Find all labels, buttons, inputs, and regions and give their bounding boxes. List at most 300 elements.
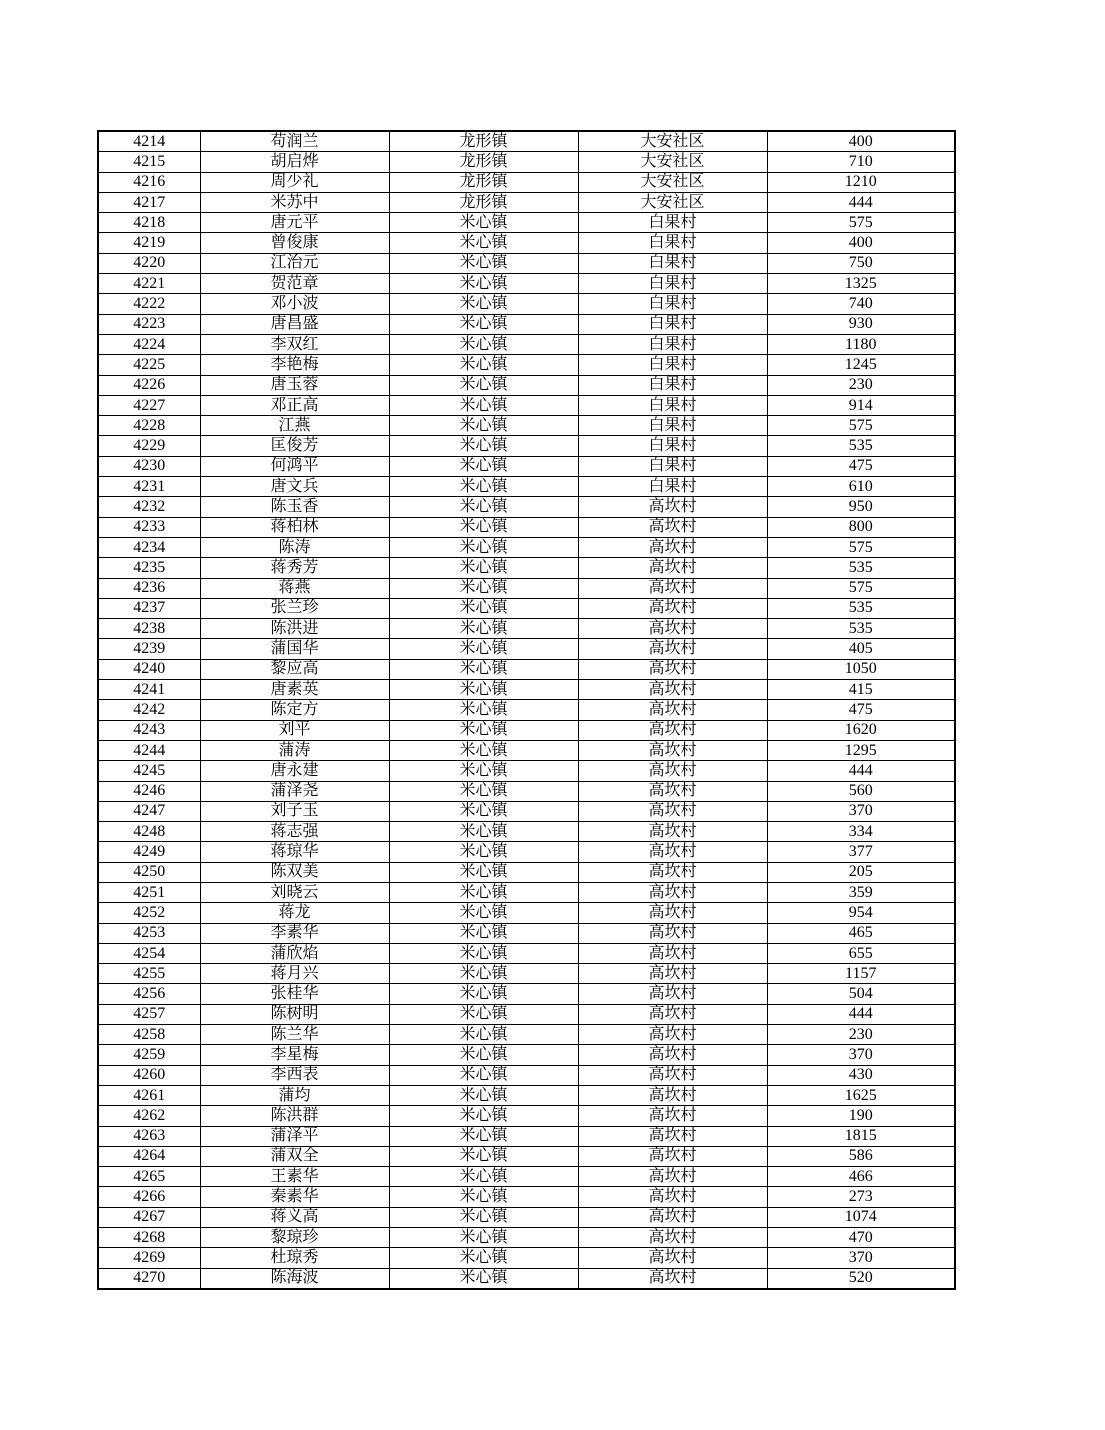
- village-cell: 高坎村: [578, 842, 767, 862]
- village-cell: 高坎村: [578, 1207, 767, 1227]
- row-number-cell: 4269: [98, 1248, 200, 1268]
- village-cell: 高坎村: [578, 497, 767, 517]
- amount-cell: 230: [767, 375, 955, 395]
- town-cell: 米心镇: [389, 984, 578, 1004]
- town-cell: 米心镇: [389, 964, 578, 984]
- town-cell: 米心镇: [389, 1207, 578, 1227]
- amount-cell: 1157: [767, 964, 955, 984]
- name-cell: 陈树明: [200, 1004, 389, 1024]
- town-cell: 米心镇: [389, 619, 578, 639]
- name-cell: 李双红: [200, 334, 389, 354]
- table-row: [98, 822, 955, 842]
- row-number-cell: 4249: [98, 842, 200, 862]
- table-row: [98, 882, 955, 902]
- table-row: [98, 274, 955, 294]
- amount-cell: 1074: [767, 1207, 955, 1227]
- row-number-cell: 4214: [98, 131, 200, 152]
- name-cell: 江治元: [200, 253, 389, 273]
- town-cell: 米心镇: [389, 477, 578, 497]
- village-cell: 白果村: [578, 294, 767, 314]
- name-cell: 陈双美: [200, 862, 389, 882]
- village-cell: 大安社区: [578, 152, 767, 172]
- amount-cell: 430: [767, 1065, 955, 1085]
- table-row: [98, 1167, 955, 1187]
- village-cell: 白果村: [578, 314, 767, 334]
- row-number-cell: 4221: [98, 274, 200, 294]
- village-cell: 高坎村: [578, 882, 767, 902]
- table-row: [98, 761, 955, 781]
- name-cell: 唐文兵: [200, 477, 389, 497]
- village-cell: 高坎村: [578, 1187, 767, 1207]
- name-cell: 唐玉蓉: [200, 375, 389, 395]
- row-number-cell: 4264: [98, 1146, 200, 1166]
- amount-cell: 444: [767, 761, 955, 781]
- row-number-cell: 4246: [98, 781, 200, 801]
- town-cell: 米心镇: [389, 1025, 578, 1045]
- name-cell: 张桂华: [200, 984, 389, 1004]
- table-row: [98, 781, 955, 801]
- town-cell: 米心镇: [389, 416, 578, 436]
- village-cell: 白果村: [578, 477, 767, 497]
- table-row: [98, 213, 955, 233]
- village-cell: 高坎村: [578, 639, 767, 659]
- table-row: [98, 1045, 955, 1065]
- name-cell: 唐昌盛: [200, 314, 389, 334]
- town-cell: 米心镇: [389, 720, 578, 740]
- town-cell: 米心镇: [389, 903, 578, 923]
- amount-cell: 1210: [767, 172, 955, 192]
- table-row: [98, 152, 955, 172]
- name-cell: 贺范章: [200, 274, 389, 294]
- row-number-cell: 4254: [98, 943, 200, 963]
- amount-cell: 444: [767, 192, 955, 212]
- amount-cell: 535: [767, 598, 955, 618]
- row-number-cell: 4270: [98, 1268, 200, 1289]
- table-row: [98, 1248, 955, 1268]
- amount-cell: 370: [767, 801, 955, 821]
- village-cell: 白果村: [578, 416, 767, 436]
- row-number-cell: 4224: [98, 334, 200, 354]
- village-cell: 高坎村: [578, 700, 767, 720]
- town-cell: 龙形镇: [389, 152, 578, 172]
- name-cell: 李星梅: [200, 1045, 389, 1065]
- village-cell: 高坎村: [578, 558, 767, 578]
- table-row: [98, 131, 955, 152]
- table-row: [98, 477, 955, 497]
- row-number-cell: 4255: [98, 964, 200, 984]
- name-cell: 蒋柏林: [200, 517, 389, 537]
- row-number-cell: 4252: [98, 903, 200, 923]
- amount-cell: 950: [767, 497, 955, 517]
- town-cell: 米心镇: [389, 943, 578, 963]
- village-cell: 白果村: [578, 274, 767, 294]
- table-row: [98, 842, 955, 862]
- amount-cell: 1620: [767, 720, 955, 740]
- amount-cell: 535: [767, 619, 955, 639]
- table-row: [98, 294, 955, 314]
- row-number-cell: 4235: [98, 558, 200, 578]
- town-cell: 米心镇: [389, 1167, 578, 1187]
- village-cell: 白果村: [578, 355, 767, 375]
- village-cell: 大安社区: [578, 192, 767, 212]
- amount-cell: 914: [767, 395, 955, 415]
- amount-cell: 655: [767, 943, 955, 963]
- row-number-cell: 4227: [98, 395, 200, 415]
- town-cell: 米心镇: [389, 842, 578, 862]
- town-cell: 米心镇: [389, 395, 578, 415]
- table-body: [98, 131, 955, 1289]
- town-cell: 米心镇: [389, 639, 578, 659]
- village-cell: 高坎村: [578, 1268, 767, 1289]
- town-cell: 米心镇: [389, 1268, 578, 1289]
- amount-cell: 273: [767, 1187, 955, 1207]
- amount-cell: 415: [767, 680, 955, 700]
- amount-cell: 470: [767, 1228, 955, 1248]
- town-cell: 米心镇: [389, 1146, 578, 1166]
- row-number-cell: 4268: [98, 1228, 200, 1248]
- name-cell: 陈兰华: [200, 1025, 389, 1045]
- row-number-cell: 4230: [98, 456, 200, 476]
- row-number-cell: 4250: [98, 862, 200, 882]
- table-row: [98, 1106, 955, 1126]
- row-number-cell: 4239: [98, 639, 200, 659]
- village-cell: 大安社区: [578, 172, 767, 192]
- amount-cell: 535: [767, 558, 955, 578]
- name-cell: 王素华: [200, 1167, 389, 1187]
- village-cell: 白果村: [578, 395, 767, 415]
- town-cell: 米心镇: [389, 1045, 578, 1065]
- table-row: [98, 903, 955, 923]
- amount-cell: 575: [767, 537, 955, 557]
- table-row: [98, 598, 955, 618]
- town-cell: 米心镇: [389, 537, 578, 557]
- amount-cell: 444: [767, 1004, 955, 1024]
- town-cell: 米心镇: [389, 578, 578, 598]
- table-row: [98, 517, 955, 537]
- table-row: [98, 314, 955, 334]
- village-cell: 高坎村: [578, 578, 767, 598]
- amount-cell: 466: [767, 1167, 955, 1187]
- name-cell: 何鸿平: [200, 456, 389, 476]
- amount-cell: 190: [767, 1106, 955, 1126]
- village-cell: 高坎村: [578, 598, 767, 618]
- name-cell: 唐元平: [200, 213, 389, 233]
- name-cell: 陈玉香: [200, 497, 389, 517]
- name-cell: 苟润兰: [200, 131, 389, 152]
- village-cell: 高坎村: [578, 1004, 767, 1024]
- row-number-cell: 4218: [98, 213, 200, 233]
- town-cell: 龙形镇: [389, 131, 578, 152]
- amount-cell: 465: [767, 923, 955, 943]
- amount-cell: 1325: [767, 274, 955, 294]
- amount-cell: 359: [767, 882, 955, 902]
- town-cell: 龙形镇: [389, 192, 578, 212]
- town-cell: 米心镇: [389, 294, 578, 314]
- row-number-cell: 4251: [98, 882, 200, 902]
- amount-cell: 520: [767, 1268, 955, 1289]
- name-cell: 蒲泽尧: [200, 781, 389, 801]
- table-row: [98, 497, 955, 517]
- town-cell: 米心镇: [389, 761, 578, 781]
- name-cell: 张兰珍: [200, 598, 389, 618]
- table-row: [98, 1004, 955, 1024]
- row-number-cell: 4236: [98, 578, 200, 598]
- town-cell: 米心镇: [389, 233, 578, 253]
- town-cell: 米心镇: [389, 497, 578, 517]
- name-cell: 蒋义高: [200, 1207, 389, 1227]
- village-cell: 高坎村: [578, 1126, 767, 1146]
- town-cell: 米心镇: [389, 334, 578, 354]
- village-cell: 高坎村: [578, 943, 767, 963]
- amount-cell: 535: [767, 436, 955, 456]
- row-number-cell: 4215: [98, 152, 200, 172]
- village-cell: 高坎村: [578, 720, 767, 740]
- name-cell: 江燕: [200, 416, 389, 436]
- name-cell: 蒋月兴: [200, 964, 389, 984]
- row-number-cell: 4220: [98, 253, 200, 273]
- row-number-cell: 4247: [98, 801, 200, 821]
- amount-cell: 710: [767, 152, 955, 172]
- name-cell: 陈洪进: [200, 619, 389, 639]
- row-number-cell: 4265: [98, 1167, 200, 1187]
- village-cell: 高坎村: [578, 781, 767, 801]
- amount-cell: 575: [767, 416, 955, 436]
- row-number-cell: 4253: [98, 923, 200, 943]
- name-cell: 唐素英: [200, 680, 389, 700]
- table-row: [98, 720, 955, 740]
- town-cell: 米心镇: [389, 213, 578, 233]
- name-cell: 李西表: [200, 1065, 389, 1085]
- amount-cell: 610: [767, 477, 955, 497]
- name-cell: 胡启烨: [200, 152, 389, 172]
- town-cell: 米心镇: [389, 1004, 578, 1024]
- amount-cell: 1295: [767, 740, 955, 760]
- town-cell: 米心镇: [389, 598, 578, 618]
- table-row: [98, 1065, 955, 1085]
- town-cell: 米心镇: [389, 680, 578, 700]
- row-number-cell: 4263: [98, 1126, 200, 1146]
- table-row: [98, 984, 955, 1004]
- row-number-cell: 4241: [98, 680, 200, 700]
- row-number-cell: 4240: [98, 659, 200, 679]
- village-cell: 白果村: [578, 456, 767, 476]
- name-cell: 曾俊康: [200, 233, 389, 253]
- table-row: [98, 1085, 955, 1105]
- town-cell: 米心镇: [389, 1228, 578, 1248]
- amount-cell: 405: [767, 639, 955, 659]
- town-cell: 米心镇: [389, 923, 578, 943]
- town-cell: 米心镇: [389, 882, 578, 902]
- town-cell: 米心镇: [389, 1187, 578, 1207]
- amount-cell: 1815: [767, 1126, 955, 1146]
- name-cell: 陈涛: [200, 537, 389, 557]
- name-cell: 蒋琼华: [200, 842, 389, 862]
- amount-cell: 1050: [767, 659, 955, 679]
- row-number-cell: 4231: [98, 477, 200, 497]
- village-cell: 白果村: [578, 253, 767, 273]
- village-cell: 高坎村: [578, 1106, 767, 1126]
- name-cell: 刘晓云: [200, 882, 389, 902]
- table-row: [98, 253, 955, 273]
- amount-cell: 930: [767, 314, 955, 334]
- table-row: [98, 1146, 955, 1166]
- village-cell: 高坎村: [578, 619, 767, 639]
- row-number-cell: 4223: [98, 314, 200, 334]
- name-cell: 陈洪群: [200, 1106, 389, 1126]
- table-row: [98, 1207, 955, 1227]
- table-row: [98, 619, 955, 639]
- amount-cell: 475: [767, 456, 955, 476]
- name-cell: 蒋龙: [200, 903, 389, 923]
- amount-cell: 370: [767, 1248, 955, 1268]
- village-cell: 高坎村: [578, 903, 767, 923]
- village-cell: 高坎村: [578, 801, 767, 821]
- town-cell: 米心镇: [389, 436, 578, 456]
- amount-cell: 334: [767, 822, 955, 842]
- row-number-cell: 4256: [98, 984, 200, 1004]
- row-number-cell: 4258: [98, 1025, 200, 1045]
- name-cell: 蒋燕: [200, 578, 389, 598]
- table-row: [98, 680, 955, 700]
- village-cell: 白果村: [578, 375, 767, 395]
- amount-cell: 1625: [767, 1085, 955, 1105]
- name-cell: 蒲涛: [200, 740, 389, 760]
- row-number-cell: 4216: [98, 172, 200, 192]
- amount-cell: 740: [767, 294, 955, 314]
- amount-cell: 586: [767, 1146, 955, 1166]
- village-cell: 白果村: [578, 436, 767, 456]
- village-cell: 高坎村: [578, 984, 767, 1004]
- village-cell: 高坎村: [578, 1045, 767, 1065]
- table-row: [98, 943, 955, 963]
- town-cell: 米心镇: [389, 253, 578, 273]
- row-number-cell: 4233: [98, 517, 200, 537]
- row-number-cell: 4234: [98, 537, 200, 557]
- name-cell: 米苏中: [200, 192, 389, 212]
- name-cell: 刘平: [200, 720, 389, 740]
- table-row: [98, 1187, 955, 1207]
- name-cell: 李艳梅: [200, 355, 389, 375]
- amount-cell: 800: [767, 517, 955, 537]
- village-cell: 高坎村: [578, 517, 767, 537]
- amount-cell: 400: [767, 233, 955, 253]
- name-cell: 秦素华: [200, 1187, 389, 1207]
- town-cell: 米心镇: [389, 1126, 578, 1146]
- village-cell: 白果村: [578, 233, 767, 253]
- row-number-cell: 4217: [98, 192, 200, 212]
- row-number-cell: 4222: [98, 294, 200, 314]
- table-row: [98, 1228, 955, 1248]
- name-cell: 周少礼: [200, 172, 389, 192]
- row-number-cell: 4225: [98, 355, 200, 375]
- name-cell: 蒋秀芳: [200, 558, 389, 578]
- village-cell: 高坎村: [578, 1146, 767, 1166]
- table-row: [98, 192, 955, 212]
- village-cell: 大安社区: [578, 131, 767, 152]
- amount-cell: 205: [767, 862, 955, 882]
- row-number-cell: 4262: [98, 1106, 200, 1126]
- amount-cell: 575: [767, 213, 955, 233]
- town-cell: 米心镇: [389, 375, 578, 395]
- amount-cell: 560: [767, 781, 955, 801]
- name-cell: 陈定方: [200, 700, 389, 720]
- row-number-cell: 4261: [98, 1085, 200, 1105]
- table-row: [98, 700, 955, 720]
- data-table: [97, 130, 956, 1290]
- town-cell: 米心镇: [389, 355, 578, 375]
- name-cell: 邓小波: [200, 294, 389, 314]
- table-row: [98, 862, 955, 882]
- village-cell: 高坎村: [578, 862, 767, 882]
- town-cell: 米心镇: [389, 740, 578, 760]
- town-cell: 米心镇: [389, 517, 578, 537]
- table-row: [98, 416, 955, 436]
- row-number-cell: 4219: [98, 233, 200, 253]
- row-number-cell: 4232: [98, 497, 200, 517]
- town-cell: 米心镇: [389, 781, 578, 801]
- town-cell: 米心镇: [389, 558, 578, 578]
- table-row: [98, 964, 955, 984]
- village-cell: 高坎村: [578, 1248, 767, 1268]
- name-cell: 杜琼秀: [200, 1248, 389, 1268]
- village-cell: 高坎村: [578, 822, 767, 842]
- village-cell: 白果村: [578, 213, 767, 233]
- name-cell: 蒲欣焰: [200, 943, 389, 963]
- name-cell: 蒋志强: [200, 822, 389, 842]
- amount-cell: 504: [767, 984, 955, 1004]
- village-cell: 高坎村: [578, 761, 767, 781]
- village-cell: 白果村: [578, 334, 767, 354]
- town-cell: 米心镇: [389, 314, 578, 334]
- amount-cell: 400: [767, 131, 955, 152]
- village-cell: 高坎村: [578, 964, 767, 984]
- name-cell: 匡俊芳: [200, 436, 389, 456]
- town-cell: 龙形镇: [389, 172, 578, 192]
- row-number-cell: 4259: [98, 1045, 200, 1065]
- name-cell: 刘子玉: [200, 801, 389, 821]
- village-cell: 高坎村: [578, 1167, 767, 1187]
- amount-cell: 1180: [767, 334, 955, 354]
- name-cell: 邓正高: [200, 395, 389, 415]
- table-row: [98, 923, 955, 943]
- table-row: [98, 172, 955, 192]
- table-row: [98, 659, 955, 679]
- village-cell: 高坎村: [578, 659, 767, 679]
- row-number-cell: 4257: [98, 1004, 200, 1024]
- town-cell: 米心镇: [389, 1085, 578, 1105]
- table-row: [98, 801, 955, 821]
- table-row: [98, 233, 955, 253]
- amount-cell: 750: [767, 253, 955, 273]
- village-cell: 高坎村: [578, 740, 767, 760]
- table-row: [98, 456, 955, 476]
- row-number-cell: 4245: [98, 761, 200, 781]
- table-row: [98, 355, 955, 375]
- table-row: [98, 1025, 955, 1045]
- table-row: [98, 334, 955, 354]
- village-cell: 高坎村: [578, 1025, 767, 1045]
- town-cell: 米心镇: [389, 1248, 578, 1268]
- table-row: [98, 1126, 955, 1146]
- village-cell: 高坎村: [578, 1228, 767, 1248]
- table-row: [98, 558, 955, 578]
- village-cell: 高坎村: [578, 1085, 767, 1105]
- name-cell: 蒲均: [200, 1085, 389, 1105]
- amount-cell: 230: [767, 1025, 955, 1045]
- amount-cell: 1245: [767, 355, 955, 375]
- table-row: [98, 1268, 955, 1289]
- name-cell: 蒲国华: [200, 639, 389, 659]
